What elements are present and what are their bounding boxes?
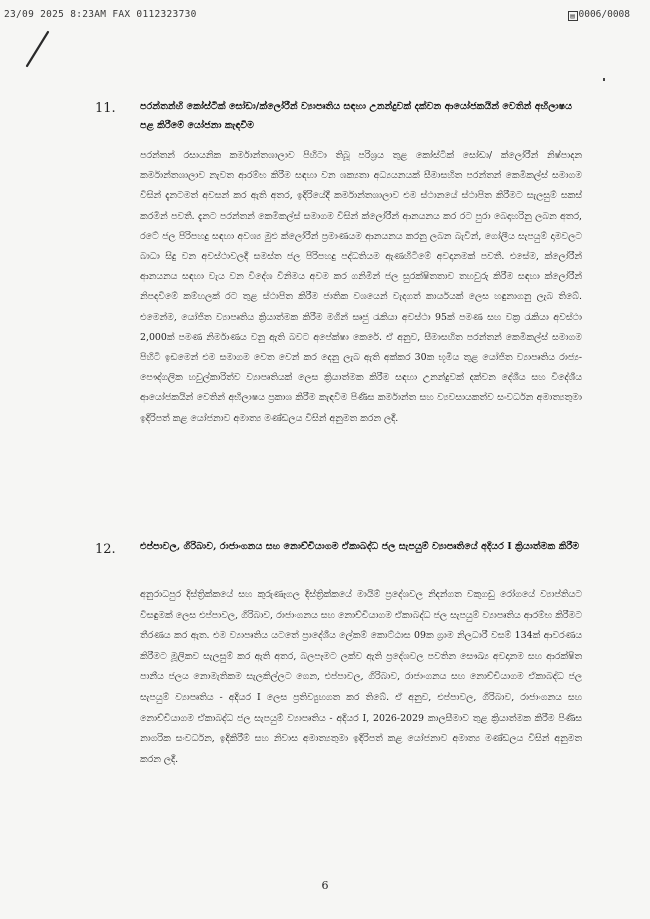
fax-page-count-text: 0006/0008 [578,9,630,20]
item-body: අනුරාධපුර දිස්ත්‍රික්කයේ සහ කුරුණෑගල දිස්ත්‍රික්කයේ මායිම් ප්‍රදේශවල නිදන්ගත වකුගඩු රෝගයේ ව්‍යාප්තියට විසඳුමක් ලෙස එප්පාවල, ගිරිබාව, රාජාංගනය සහ නොච්චියාගම ඒකාබද්ධ ජල සැපයුම් ව්‍යාපෘතිය ආරම්භ කිරීමට තීරණය කර ඇත. එම ව්‍යාපෘතිය යටතේ ප්‍රාදේශීය ලේකම් කොට්ඨාස 09ක ග්‍රාම නිලධාරී වසම් 134ක් ආවරණය කිරීමට මූලිකව සැලසුම් කර ඇති අතර, බලපෑමට ලක්ව ඇති ප්‍රදේශවල පවතින සෞඛ්‍ය අවදානම සහ ආරක්ෂිත පානීය ජලය නොමැතිකම සැලකිල්ලට ගෙන, එප්පාවල, ගිරිබාව, රාජාංගනය සහ නොච්චියාගම ඒකාබද්ධ ජල සැපයුම් ව්‍යාපෘතිය - අදියර I ලෙස ප්‍රතිව්‍යුහගත කර තිබේ. ඒ අනුව, එප්පාවල, ගිරිබාව, රාජාංගනය සහ නොච්චියාගම ඒකාබද්ධ ජල සැපයුම් ව්‍යාපෘතිය - අදියර I, 2026-2029 කාලසීමාව තුළ ක්‍රියාත්මක කිරීම පිණිස නාගරික සංවර්ධන, ඉදිකිරීම් සහ නිවාස අමාත්‍යතුමා ඉදිරිපත් කළ යෝජනාව අමාත්‍ය මණ්ඩලය විසින් අනුමත කරන ලදී. [140,589,582,765]
fax-header-left: 23/09 2025 8:23AM FAX 0112323730 [4,9,197,20]
fax-page-count [568,9,630,21]
page-number: 6 [321,879,329,892]
pen-mark-icon [24,30,54,70]
item-body: පරන්තන් රසායනික කර්මාන්තශාලාව පිහිටා තිබූ පරිශ්‍රය තුළ කෝස්ටික් සෝඩා/ ක්ලෝරීන් නිෂ්පාදන කර්මාන්තශාලාව නැවත ආරම්භ කිරීම සඳහා වන ශක්‍යතා අධ්‍යයනයක් සීමාසහිත පරන්තන් කෙමිකල්ස් සමාගම විසින් දැනටමත් අවසන් කර ඇති අතර, ඉදිරියේදී කර්මාන්තශාලාව එම ස්ථානයේ ස්ථාපිත කිරීමට සැලසුම් සකස් කරමින් පවතී. දැනට පරන්තන් කෙමිකල්ස් සමාගම විසින් ක්ලෝරීන් ආනයනය කර රට පුරා බෙදාහරිනු ලබන අතර, රටේ ජල පිරිපහදු සඳහා අවශ්‍ය මුළු ක්ලෝරීන් ප්‍රමාණයම ආනයනය කරනු ලබන බැවින්, ගෝලීය සැපයුම් දාමවලට බාධා සිදු වන අවස්ථාවලදී සමස්ත ජල පිරිපහදු පද්ධතියම ඇණහිටීමේ අවදානමක් පවතී. එසේම, ක්ලෝරීන් ආනයනය සඳහා වැය වන විදේශ විනිමය අවම කර ගනිමින් ජල සුරක්ෂිතතාව තහවුරු කිරීම සඳහා ක්ලෝරීන් නිපදවීමේ කම්හලක් රට තුළ ස්ථාපිත කිරීම ජාතික වශයෙන් වැදගත් කාර්යයක් ලෙස හඳුනාගනු ලැබ තිබේ. එමෙන්ම, යෝජිත ව්‍යාපෘතිය ක්‍රියාත්මක කිරීම මගින් සෘජු රැකියා අවස්ථා 95ක් පමණ සහ වක්‍ර රැකියා අවස්ථා 2,000ක් පමණ නිර්මාණය වනු ඇති බවට අපේක්ෂා කෙරේ. ඒ අනුව, සීමාසහිත පරන්තන් කෙමිකල්ස් සමාගම පිහිටි ඉඩමෙන් එම සමාගම වෙත වෙන් කර දෙනු ලැබ ඇති අක්කර 30ක භූමිය තුළ යෝජිත ව්‍යාපෘතිය රාජ්‍ය-පෞද්ගලික හවුල්කාරිත්ව ව්‍යාපෘතියක් ලෙස ක්‍රියාත්මක කිරීම සඳහා උනන්දුවක් දක්වන දේශීය සහ විදේශීය ආයෝජකයින් වෙතින් අභිලාෂය ප්‍රකාශ කිරීම කැඳවීම පිණිස කර්මාන්ත සහ ව්‍යවසායකත්ව සංවර්ධන අමාත්‍යතුමා ඉදිරිපත් කළ යෝජනාව අමාත්‍ය මණ්ඩලය විසින් අනුමත කරන ලදී. [140,150,582,424]
item-number: 12. [95,542,116,557]
scan-speck [603,78,605,81]
item-title: එප්පාවල, ගිරිබාව, රාජාංගනය සහ නොච්චියාගම ඒකාබද්ධ ජල සැපයුම් ව්‍යාපෘතියේ අදියර I ක්‍රියාත්මක කිරීම [140,541,580,552]
page-icon: ▤ [568,11,578,21]
item-number: 11. [95,101,116,116]
item-title: පරන්තන්හි කෝස්ටික් සෝඩා/ක්ලෝරීන් ව්‍යාපෘතිය සඳහා උනන්දුවක් දක්වන ආයෝජකයින් වෙතින් අභිලාෂය පළ කිරීමේ යෝජනා කැඳවීම [140,101,573,131]
fax-header [0,9,650,23]
